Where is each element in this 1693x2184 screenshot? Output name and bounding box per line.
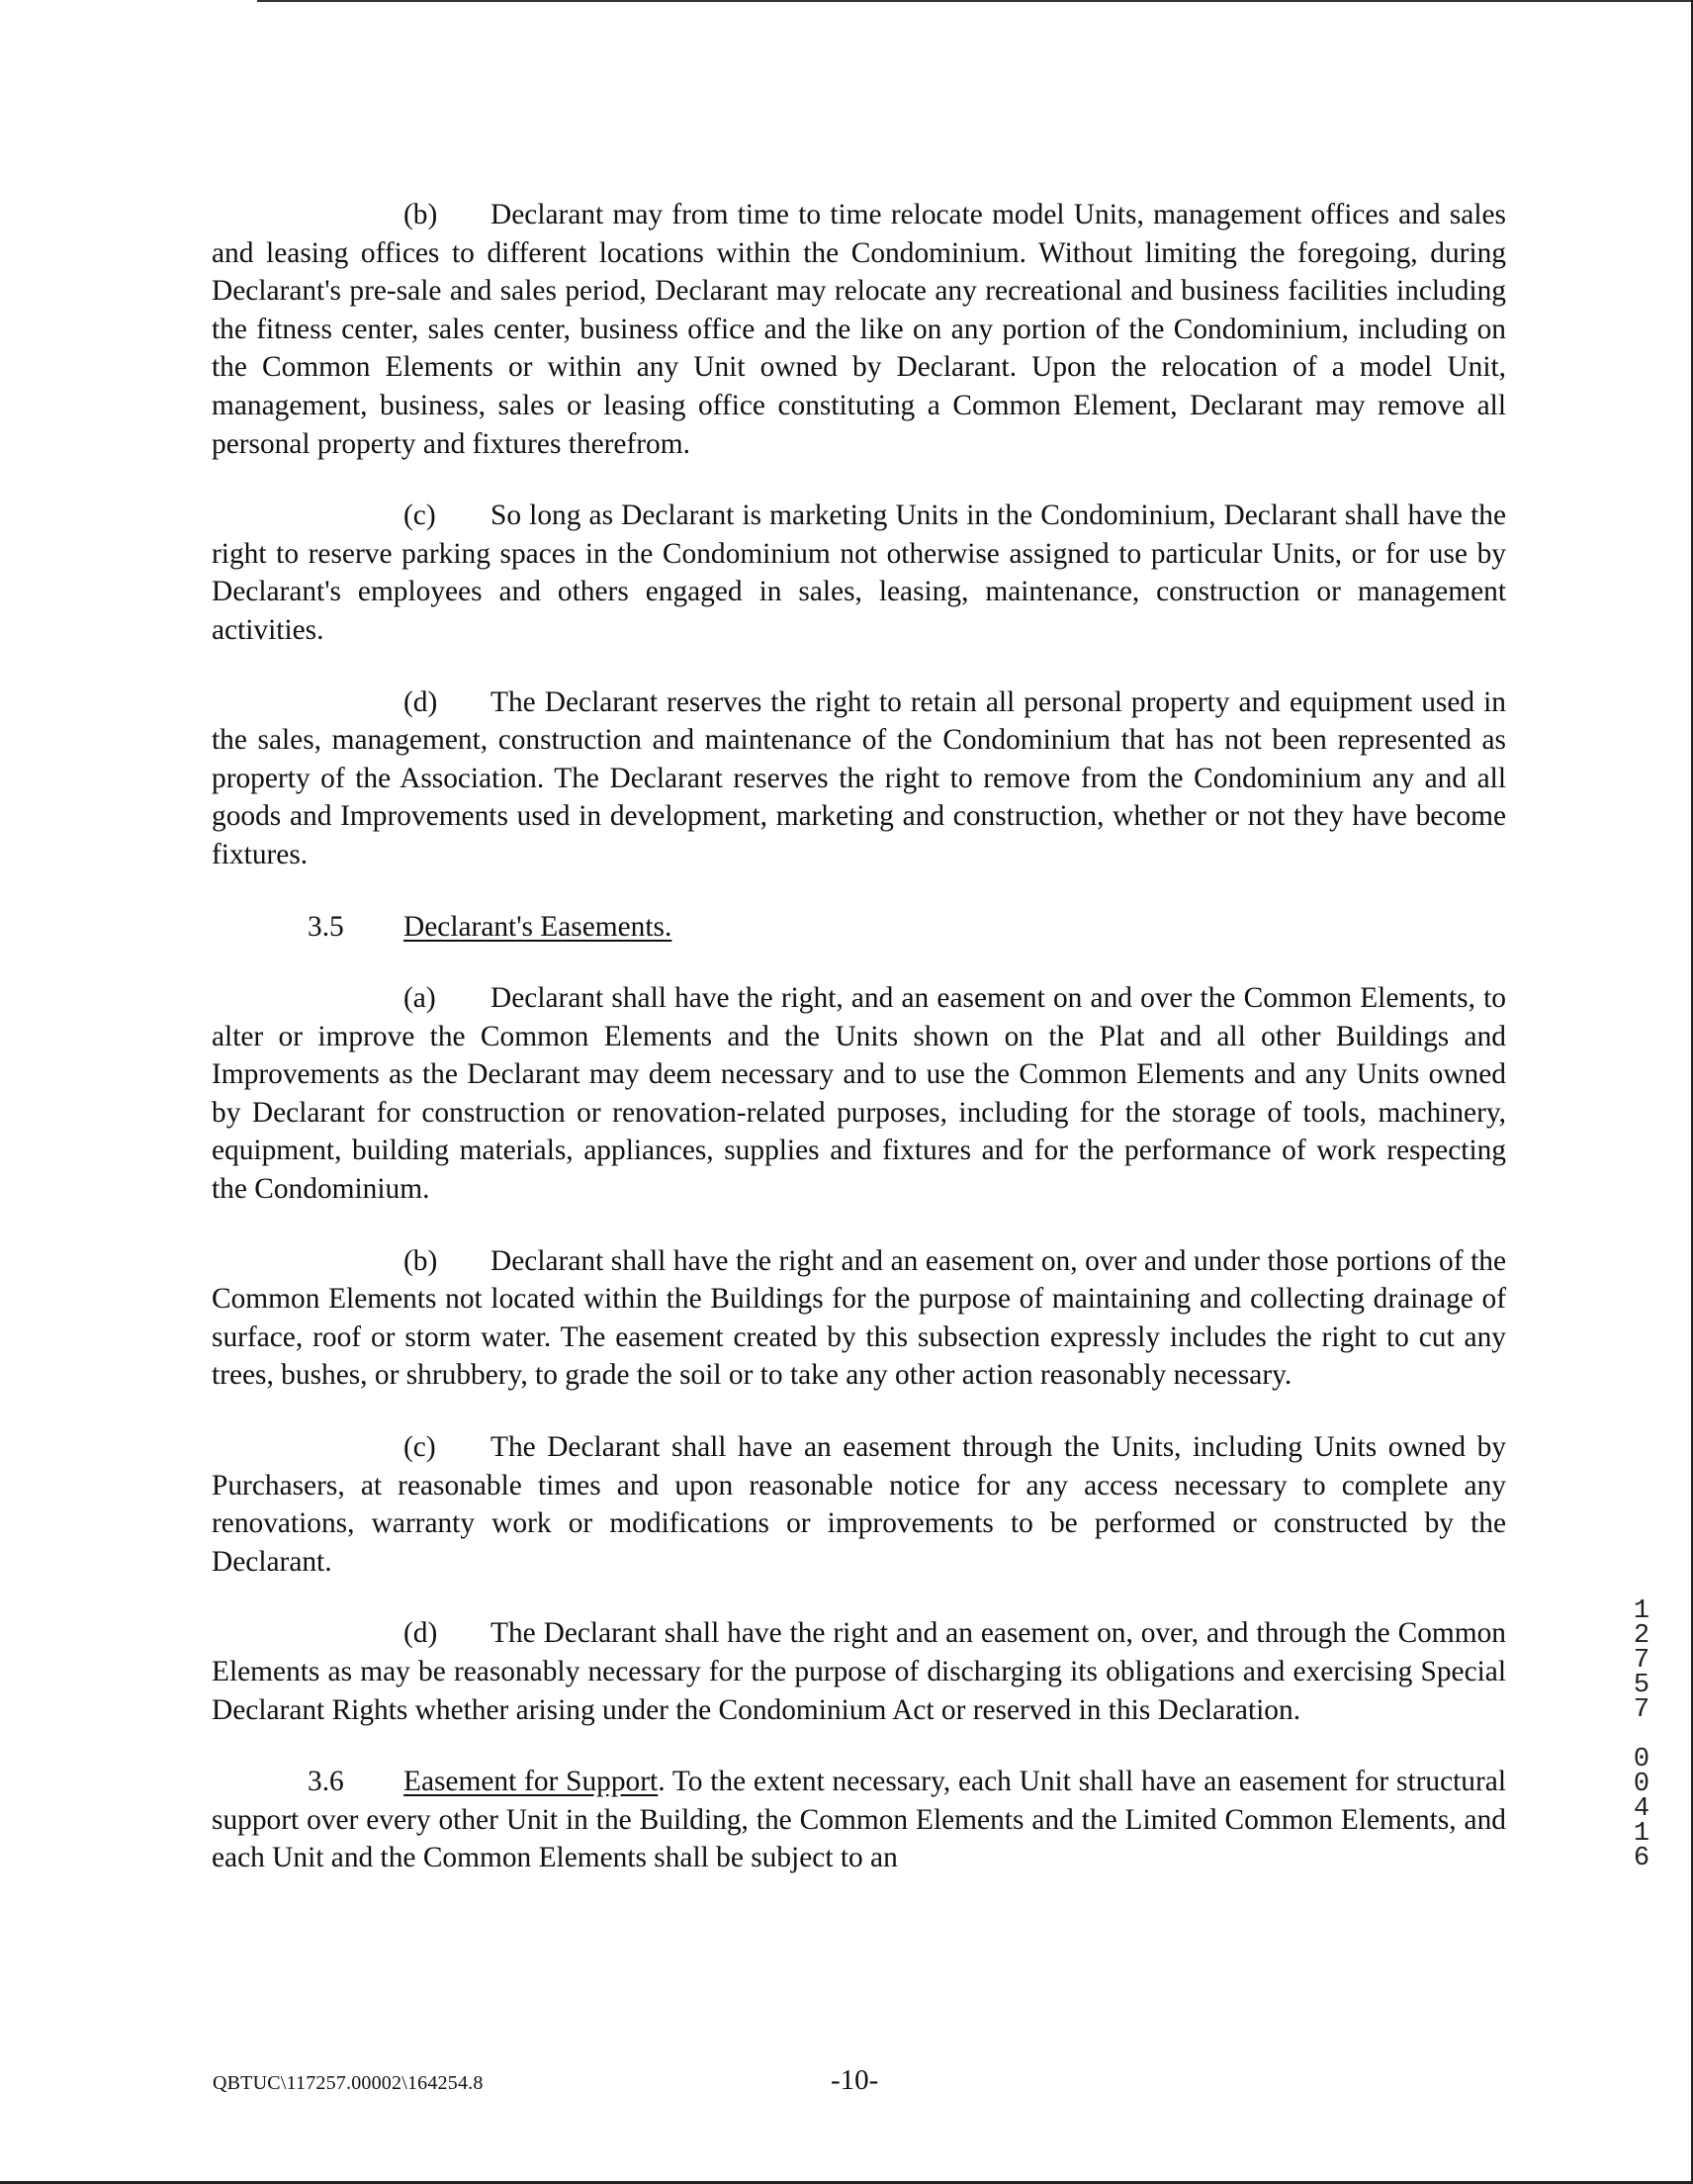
paragraph-top-c — [212, 497, 1506, 649]
section-number: 3.6 — [308, 1766, 344, 1798]
document-body — [212, 196, 1506, 1877]
paragraph-text: The Declarant shall have the right and an easement on, over, and through the Common Elements as may be reasonably necessary for the purpose of discharging its obligations and exercising Special Declarant Rights whether arising under the Condominium Act or reserved in this Declaration. — [212, 1617, 1506, 1726]
paragraph-3-5-a — [212, 979, 1506, 1209]
paragraph-top-b — [212, 196, 1506, 463]
paragraph-text: So long as Declarant is marketing Units in the Condominium, Declarant shall have the right to reserve parking spaces in the Condominium not otherwise assigned to particular Units, or for use by Declarant's employees and others engaged in sales, leasing, maintenance, construction or management activities. — [212, 500, 1506, 646]
paragraph-text: Declarant shall have the right and an easement on, over and under those portions of the Common Elements not located within the Buildings for the purpose of maintaining and collecting drainage of surface, roof or storm water. The easement created by this subsection expressly includes the right to cut any trees, bushes, or shrubbery, to grade the soil or to take any other action reasonably necessary. — [212, 1244, 1506, 1392]
paragraph-text: The Declarant shall have an easement through the Units, including Units owned by Purchasers, at reasonable times and upon reasonable notice for any access necessary to complete any renovations, warranty work or modifications or improvements to be performed or constructed by the Declarant. — [212, 1431, 1506, 1578]
paragraph-3-5-b — [212, 1242, 1506, 1395]
paragraph-3-5-c — [212, 1428, 1506, 1581]
paragraph-text: Declarant shall have the right, and an easement on and over the Common Elements, to alter or improve the Common Elements and the Units shown on the Plat and all other Buildings and Improvements as the Declarant may deem necessary and to use the Common Elements and any Units owned by Declarant for construction or renovation-related purposes, including for the storage of tools, machinery, equipment, building materials, appliances, supplies and fixtures and for the performance of work respecting the Condominium. — [212, 982, 1506, 1206]
top-border-line — [257, 0, 1693, 2]
section-text: . To the extent necessary, each Unit shall have an easement for structural support over every other Unit in the Building, the Common Elements and the Limited Common Elements, and each Unit and the Common Elements shall be subject to an — [212, 1766, 1506, 1874]
paragraph-label: (b) — [403, 1244, 438, 1277]
paragraph-text: Declarant may from time to time relocate model Units, management offices and sales and leasing offices to different locations within the Condominium. Without limiting the foregoing, during Declarant's pre-sale and sales period, Declarant may relocate any recreational and business facilities including the fitness center, sales center, business office and the like on any portion of the Condominium, including on the Common Elements or within any Unit owned by Declarant. Upon the relocation of a model Unit, management, business, sales or leasing office constituting a Common Element, Declarant may remove all personal property and fixtures therefrom. — [212, 199, 1506, 460]
paragraph-text: The Declarant reserves the right to retain all personal property and equipment used in the sales, management, construction and maintenance of the Condominium that has not been represented as property of the Association. The Declarant reserves the right to remove from the Condominium any and all goods and Improvements used in development, marketing and construction, whether or not they have become fixtures. — [212, 685, 1506, 870]
section-heading-3-5 — [212, 908, 1506, 947]
section-title: Easement for Support — [403, 1766, 659, 1798]
recording-stamp: 1 2 7 5 7 0 0 4 1 6 — [1633, 1596, 1650, 1873]
paragraph-3-5-d — [212, 1614, 1506, 1729]
paragraph-label: (a) — [403, 982, 436, 1015]
paragraph-label: (b) — [403, 199, 438, 230]
footer-document-id: QBTUC\117257.00002\164254.8 — [213, 2072, 484, 2094]
paragraph-label: (d) — [403, 685, 438, 718]
paragraph-label: (c) — [403, 1431, 436, 1464]
section-title: Declarant's Easements. — [403, 910, 672, 943]
section-number: 3.5 — [308, 910, 344, 943]
section-3-6 — [212, 1763, 1506, 1877]
paragraph-label: (c) — [403, 500, 436, 532]
footer-page-number: -10- — [831, 2064, 879, 2096]
paragraph-label: (d) — [403, 1617, 438, 1650]
paragraph-top-d — [212, 683, 1506, 874]
